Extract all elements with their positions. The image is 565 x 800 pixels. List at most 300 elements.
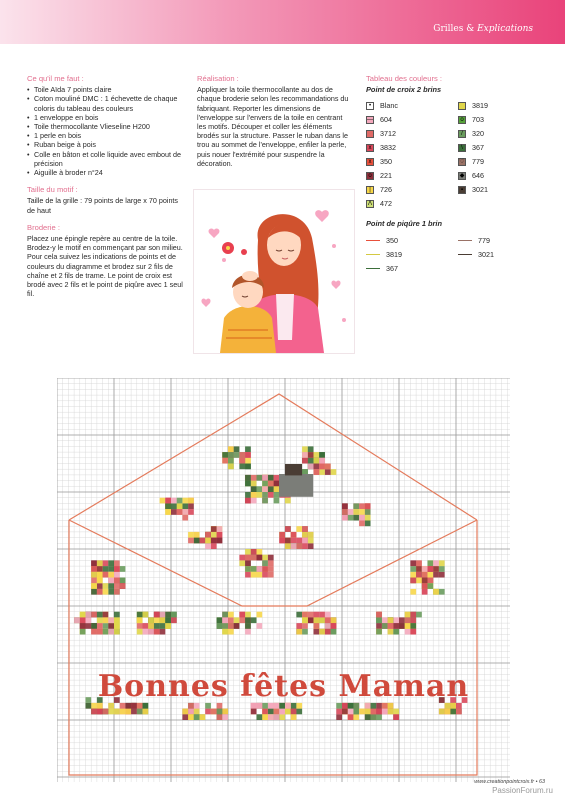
stitch-cell: [302, 526, 308, 532]
stitch-cell: [257, 555, 263, 561]
color-swatch: x: [366, 144, 374, 152]
stitch-cell: [165, 612, 171, 618]
stitch-cell: [319, 452, 325, 458]
stitch-cell: [376, 612, 382, 618]
stitch-cell: [268, 555, 274, 561]
stitch-cell: [296, 538, 302, 544]
backstitch-line: [366, 268, 380, 269]
stitch-cell: [257, 492, 263, 498]
stitch-cell: [148, 623, 154, 629]
stitch-cell: [371, 714, 377, 720]
stitch-cell: [268, 486, 274, 492]
stitch-cell: [228, 458, 234, 464]
dmc-code: 726: [380, 185, 392, 195]
stitch-cell: [103, 560, 109, 566]
stitch-cell: [268, 492, 274, 498]
dmc-code: 472: [380, 199, 392, 209]
color-swatch: —: [367, 116, 373, 123]
stitch-cell: [308, 446, 314, 452]
stitch-cell: [314, 612, 320, 618]
stitch-cell: [234, 446, 240, 452]
stitch-cell: [194, 532, 200, 538]
stitch-cell: [245, 617, 251, 623]
stitch-cell: [234, 452, 240, 458]
stitch-cell: [257, 623, 263, 629]
stitch-cell: [251, 498, 257, 504]
stitch-cell: [143, 629, 149, 635]
stitch-cell: [188, 503, 194, 509]
stitch-cell: [251, 617, 257, 623]
stitch-cell: [97, 560, 103, 566]
stitch-cell: [319, 464, 325, 470]
stitch-cell: [108, 583, 114, 589]
stitch-cell: [97, 583, 103, 589]
stitch-cell: [143, 623, 149, 629]
mother-child-illustration: [193, 189, 355, 354]
stitch-cell: [274, 714, 280, 720]
stitch-cell: [410, 612, 416, 618]
stitch-cell: [308, 617, 314, 623]
backstitch-legend: [366, 235, 546, 274]
stitch-cell: [257, 549, 263, 555]
stitch-cell: [257, 612, 263, 618]
stitch-cell: [342, 503, 348, 509]
stitch-cell: [314, 623, 320, 629]
stitch-cell: [359, 503, 365, 509]
stitch-cell: [410, 566, 416, 572]
stitch-cell: [428, 560, 434, 566]
list-item: • Toile Aïda 7 points claire: [27, 85, 187, 94]
stitch-cell: [308, 543, 314, 549]
stitch-cell: [103, 566, 109, 572]
stitch-cell: [154, 612, 160, 618]
stitch-cell: [251, 549, 257, 555]
legend-row: [366, 114, 458, 125]
stitch-cell: [257, 475, 263, 481]
stitch-cell: [137, 709, 143, 715]
stitch-cell: [319, 612, 325, 618]
color-swatch: ▪: [458, 186, 466, 194]
stitch-cell: [188, 532, 194, 538]
legend-row: [366, 170, 458, 181]
stitch-cell: [91, 612, 97, 618]
stitch-cell: [262, 481, 268, 487]
stitch-cell: [120, 709, 126, 715]
stitch-cell: [160, 629, 166, 635]
stitch-cell: [296, 623, 302, 629]
stitch-cell: [388, 629, 394, 635]
stitch-cell: [194, 714, 200, 720]
stitch-cell: [120, 578, 126, 584]
embroidery-heading: Broderie :: [27, 222, 60, 232]
stitch-cell: [285, 526, 291, 532]
stitch-cell: [302, 538, 308, 544]
stitch-cell: [433, 560, 439, 566]
stitch-cell: [97, 709, 103, 715]
stitch-cell: [205, 709, 211, 715]
stitch-cell: [365, 509, 371, 515]
dmc-code: 367: [472, 143, 484, 153]
stitch-cell: [205, 538, 211, 544]
stitch-cell: [353, 509, 359, 515]
stitch-cell: [359, 509, 365, 515]
stitch-cell: [274, 475, 280, 481]
stitch-cell: [114, 617, 120, 623]
chart-text: Bonnes fêtes Maman: [97, 669, 470, 704]
stitch-cell: [188, 509, 194, 515]
stitch-cell: [348, 515, 354, 521]
stitch-cell: [308, 612, 314, 618]
stitch-cell: [217, 526, 223, 532]
stitch-cell: [211, 709, 217, 715]
stitch-cell: [97, 578, 103, 584]
stitch-cell: [308, 464, 314, 470]
stitch-cell: [302, 446, 308, 452]
backstitch-line: [458, 240, 472, 241]
color-swatch: |: [366, 186, 374, 194]
stitch-cell: [285, 498, 291, 504]
stitch-cell: [376, 709, 382, 715]
stitch-cell: [114, 560, 120, 566]
stitch-cell: [80, 629, 86, 635]
stitch-cell: [91, 583, 97, 589]
stitch-cell: [257, 572, 263, 578]
stitch-cell: [428, 578, 434, 584]
stitch-cell: [108, 560, 114, 566]
stitch-cell: [410, 617, 416, 623]
stitch-cell: [114, 709, 120, 715]
stitch-cell: [103, 617, 109, 623]
stitch-cell: [245, 572, 251, 578]
stitch-cell: [422, 578, 428, 584]
stitch-cell: [114, 629, 120, 635]
legend-row: [366, 100, 458, 111]
stitch-cell: [268, 481, 274, 487]
stitch-cell: [268, 560, 274, 566]
stitch-cell: [257, 714, 263, 720]
color-swatch: [366, 130, 374, 138]
stitch-cell: [308, 532, 314, 538]
stitch-cell: [325, 623, 331, 629]
color-swatch: /: [458, 130, 466, 138]
stitch-cell: [217, 623, 223, 629]
list-item: • Toile thermocollante Vlieseline H200: [27, 122, 187, 131]
stitch-cell: [194, 538, 200, 544]
stitch-cell: [80, 612, 86, 618]
stitch-cell: [405, 617, 411, 623]
stitch-cell: [182, 709, 188, 715]
stitch-cell: [251, 555, 257, 561]
color-swatch: o: [366, 172, 374, 180]
stitch-cell: [359, 515, 365, 521]
stitch-cell: [245, 458, 251, 464]
dmc-code: 3021: [472, 185, 488, 195]
stitch-cell: [245, 623, 251, 629]
stitch-cell: [405, 612, 411, 618]
stitch-cell: [439, 566, 445, 572]
stitch-cell: [353, 503, 359, 509]
dmc-code: 221: [380, 171, 392, 181]
section-label: Grilles &: [433, 24, 475, 34]
stitch-cell: [245, 560, 251, 566]
dmc-code: 3712: [380, 129, 396, 139]
legend-row: [366, 142, 458, 153]
stitch-cell: [302, 532, 308, 538]
stitch-cell: [228, 464, 234, 470]
stitch-cell: [182, 498, 188, 504]
stitch-cell: [382, 709, 388, 715]
stitch-cell: [291, 538, 297, 544]
legend-row: [366, 184, 458, 195]
stitch-cell: [274, 498, 280, 504]
stitch-cell: [103, 612, 109, 618]
stitch-cell: [422, 589, 428, 595]
stitch-cell: [319, 458, 325, 464]
bird-body: [279, 474, 313, 497]
backstitch-line: [366, 254, 380, 255]
stitch-cell: [91, 589, 97, 595]
stitch-cell: [188, 709, 194, 715]
stitch-cell: [257, 486, 263, 492]
stitch-cell: [393, 623, 399, 629]
stitch-cell: [217, 714, 223, 720]
stitch-cell: [285, 538, 291, 544]
stitch-cell: [148, 629, 154, 635]
dmc-code: 703: [472, 115, 484, 125]
stitch-cell: [325, 469, 331, 475]
stitch-cell: [222, 612, 228, 618]
stitch-cell: [342, 509, 348, 515]
stitch-cell: [239, 464, 245, 470]
legend-row: [458, 184, 538, 195]
dmc-code: 779: [472, 157, 484, 167]
legend-row: [366, 235, 458, 246]
stitch-cell: [131, 709, 137, 715]
stitch-cell: [86, 703, 92, 709]
stitch-cell: [160, 498, 166, 504]
stitch-cell: [114, 578, 120, 584]
dmc-code: 350: [386, 235, 398, 245]
color-swatch: x: [366, 158, 374, 166]
section-tag: [433, 24, 533, 34]
stitch-cell: [245, 498, 251, 504]
stitch-cell: [120, 566, 126, 572]
stitch-cell: [291, 543, 297, 549]
stitch-cell: [314, 469, 320, 475]
stitch-cell: [205, 543, 211, 549]
stitch-cell: [103, 629, 109, 635]
stitch-cell: [108, 623, 114, 629]
stitch-cell: [365, 714, 371, 720]
stitch-cell: [177, 498, 183, 504]
stitch-cell: [399, 617, 405, 623]
stitch-cell: [399, 623, 405, 629]
stitch-cell: [314, 629, 320, 635]
legend-row: [458, 156, 538, 167]
stitch-cell: [137, 629, 143, 635]
stitch-cell: [211, 532, 217, 538]
legend-row: [366, 156, 458, 167]
stitch-cell: [393, 617, 399, 623]
stitch-cell: [433, 566, 439, 572]
stitch-cell: [257, 566, 263, 572]
stitch-cell: [274, 486, 280, 492]
stitch-cell: [308, 452, 314, 458]
list-item: • Coton mouliné DMC : 1 échevette de chaque coloris du tableau des couleurs: [27, 94, 187, 112]
stitch-cell: [165, 503, 171, 509]
dmc-code: 367: [386, 263, 398, 273]
stitch-cell: [91, 703, 97, 709]
materials-column: [27, 74, 187, 306]
stitch-cell: [137, 617, 143, 623]
stitch-cell: [405, 623, 411, 629]
legend-row: [458, 128, 538, 139]
stitch-cell: [410, 572, 416, 578]
stitch-cell: [388, 617, 394, 623]
stitch-cell: [456, 709, 462, 715]
stitch-cell: [325, 464, 331, 470]
dmc-code: 320: [472, 129, 484, 139]
stitch-cell: [285, 543, 291, 549]
stitch-cell: [251, 492, 257, 498]
size-text: Taille de la grille : 79 points de large x 70 points de haut: [27, 196, 179, 215]
list-item: • 1 enveloppe en bois: [27, 113, 187, 122]
stitch-cell: [222, 617, 228, 623]
stitch-cell: [422, 566, 428, 572]
stitch-cell: [165, 623, 171, 629]
stitch-cell: [200, 538, 206, 544]
stitch-cell: [274, 481, 280, 487]
legend-row: [366, 128, 458, 139]
stitch-cell: [143, 612, 149, 618]
backstitch-line: [458, 254, 472, 255]
stitch-cell: [182, 515, 188, 521]
stitch-cell: [371, 709, 377, 715]
legend-row: [366, 249, 458, 260]
backstitch-line: [366, 240, 380, 241]
stitch-cell: [331, 623, 337, 629]
stitch-cell: [245, 452, 251, 458]
legend-row: [458, 100, 538, 111]
stitch-cell: [365, 709, 371, 715]
dmc-code: 604: [380, 115, 392, 125]
stitch-cell: [262, 486, 268, 492]
stitch-cell: [239, 458, 245, 464]
stitch-cell: [182, 509, 188, 515]
stitch-cell: [251, 572, 257, 578]
stitch-cell: [108, 709, 114, 715]
stitch-cell: [171, 503, 177, 509]
stitch-cell: [160, 617, 166, 623]
dmc-code: 646: [472, 171, 484, 181]
stitch-cell: [262, 475, 268, 481]
stitch-cell: [314, 464, 320, 470]
stitch-cell: [291, 532, 297, 538]
stitch-cell: [182, 503, 188, 509]
stitch-cell: [120, 583, 126, 589]
stitch-cell: [268, 714, 274, 720]
stitch-cell: [274, 709, 280, 715]
stitch-cell: [314, 452, 320, 458]
illustration-svg: [194, 190, 354, 353]
stitch-cell: [228, 617, 234, 623]
stitch-cell: [410, 578, 416, 584]
stitch-cell: [296, 543, 302, 549]
stitch-cell: [103, 572, 109, 578]
color-table: [366, 74, 546, 284]
stitch-cell: [405, 629, 411, 635]
stitch-cell: [86, 697, 92, 703]
stitch-cell: [165, 509, 171, 515]
stitch-cell: [433, 572, 439, 578]
stitch-cell: [200, 714, 206, 720]
stitch-cell: [245, 549, 251, 555]
stitch-cell: [171, 612, 177, 618]
stitch-cell: [108, 572, 114, 578]
stitch-cell: [143, 709, 149, 715]
stitch-cell: [302, 612, 308, 618]
stitch-cell: [450, 709, 456, 715]
stitch-cell: [353, 709, 359, 715]
stitch-cell: [428, 583, 434, 589]
stitch-cell: [217, 532, 223, 538]
stitch-cell: [382, 617, 388, 623]
legend-row: [366, 263, 458, 274]
stitch-cell: [222, 452, 228, 458]
stitch-cell: [91, 629, 97, 635]
stitch-cell: [228, 629, 234, 635]
cross-stitch-chart: [57, 378, 510, 782]
embroidery-text: Placez une épingle repère au centre de la toile. Brodez-y le motif en commençant par son milieu. Pour cela suivez les indications de points et de couleurs du diagramme et brodez sur 2 fils de chaîne et 2 fils de trame. Le point de croix est brodé avec 2 fils et le point de piqûre avec 1 seul fil.: [27, 234, 183, 299]
stitch-cell: [365, 521, 371, 527]
stitch-cell: [97, 629, 103, 635]
color-swatch: ◆: [459, 172, 465, 179]
color-swatch: o: [458, 116, 466, 124]
stitch-cell: [222, 709, 228, 715]
stitch-cell: [428, 566, 434, 572]
stitch-cell: [165, 617, 171, 623]
stitch-cell: [86, 617, 92, 623]
stitch-cell: [251, 475, 257, 481]
stitch-cell: [422, 583, 428, 589]
page-footer: www.creationpointcroix.fr • 63: [474, 779, 545, 785]
stitch-cell: [137, 623, 143, 629]
stitch-cell: [245, 481, 251, 487]
stitch-cell: [222, 623, 228, 629]
stitch-cell: [239, 617, 245, 623]
stitch-cell: [103, 709, 109, 715]
stitch-cell: [114, 589, 120, 595]
stitch-cell: [279, 532, 285, 538]
stitch-cell: [108, 566, 114, 572]
stitch-cell: [319, 629, 325, 635]
stitch-cell: [376, 617, 382, 623]
stitch-cell: [331, 617, 337, 623]
stitch-cell: [97, 589, 103, 595]
stitch-cell: [393, 709, 399, 715]
stitch-cell: [222, 714, 228, 720]
stitch-cell: [319, 469, 325, 475]
realisation-column: [197, 74, 349, 176]
stitch-cell: [336, 714, 342, 720]
stitch-cell: [296, 612, 302, 618]
stitch-cell: [245, 446, 251, 452]
page-number: 63: [539, 779, 545, 785]
stitch-cell: [245, 464, 251, 470]
header-band: [0, 0, 565, 44]
stitch-cell: [97, 617, 103, 623]
stitch-cell: [160, 612, 166, 618]
